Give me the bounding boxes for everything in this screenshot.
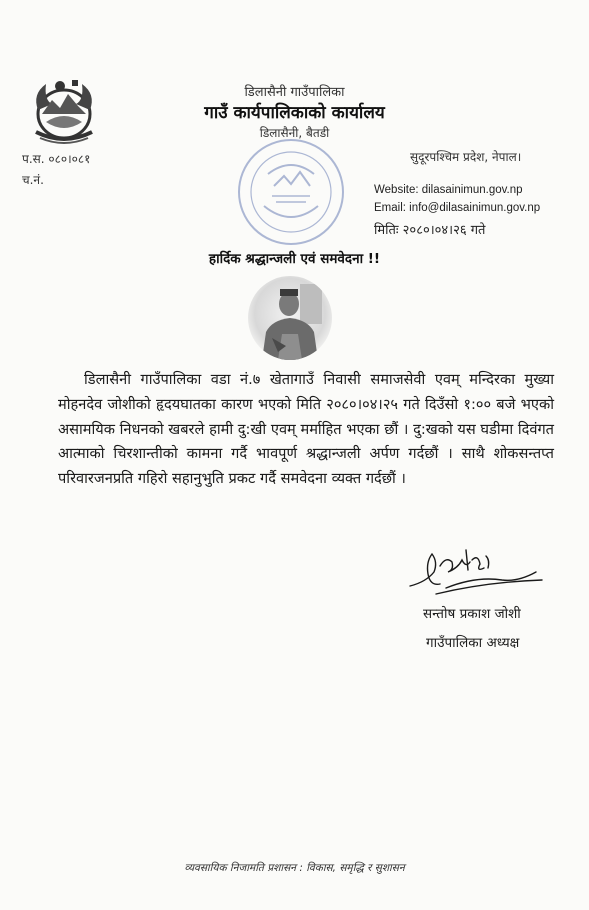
office-location: डिलासैनी, बैतडी	[259, 126, 330, 140]
office-title: गाउँ कार्यपालिकाको कार्यालय	[204, 103, 385, 123]
portrait-photo	[248, 276, 332, 360]
province-label: सुदूरपश्चिम प्रदेश, नेपाल।	[410, 150, 522, 164]
dispatch-number: च.नं.	[22, 173, 44, 187]
condolence-body: डिलासैनी गाउँपालिका वडा नं.७ खेतागाउँ निवासी समाजसेवी एवम् मन्दिरका मुख्या मोहनदेव जोशीको हृदयघातका कारण भएको मिति २०८०।०४।२५ गते दिउँसो १:०० बजे भएको असामयिक निधनको खबरले हामी दु:खी एवम् मर्माहित भएका छौं । दु:खको यस घडीमा दिवंगत आत्माको चिरशान्तीको कामना गर्दै भावपूर्ण श्रद्धान्जली अर्पण गर्दछौं । साथै शोकसन्तप्त परिवारजनप्रति गहिरो सहानुभुति प्रकट गर्दै समवेदना व्यक्त गर्दछौं ।	[58, 371, 554, 488]
signer-designation: गाउँपालिका अध्यक्ष	[426, 635, 520, 651]
email-link[interactable]: Email: info@dilasainimun.gov.np	[374, 202, 541, 214]
signer-name: सन्तोष प्रकाश जोशी	[423, 606, 521, 622]
condolence-message	[58, 368, 554, 492]
letter-date: मितिः २०८०।०४।२६ गते	[374, 223, 486, 238]
fiscal-year-ref: प.स. ०८०।०८१	[22, 152, 91, 166]
footer-motto: व्यवसायिक निजामति प्रशासन : विकास, समृद्धि र सुशासन	[184, 862, 405, 874]
website-link[interactable]: Website: dilasainimun.gov.np	[374, 184, 523, 196]
municipality-name: डिलासैनी गाउँपालिका	[244, 85, 345, 100]
handwritten-signature	[406, 542, 546, 598]
office-stamp-icon	[228, 136, 354, 248]
notice-title: हार्दिक श्रद्धान्जली एवं समवेदना !!	[208, 251, 381, 267]
